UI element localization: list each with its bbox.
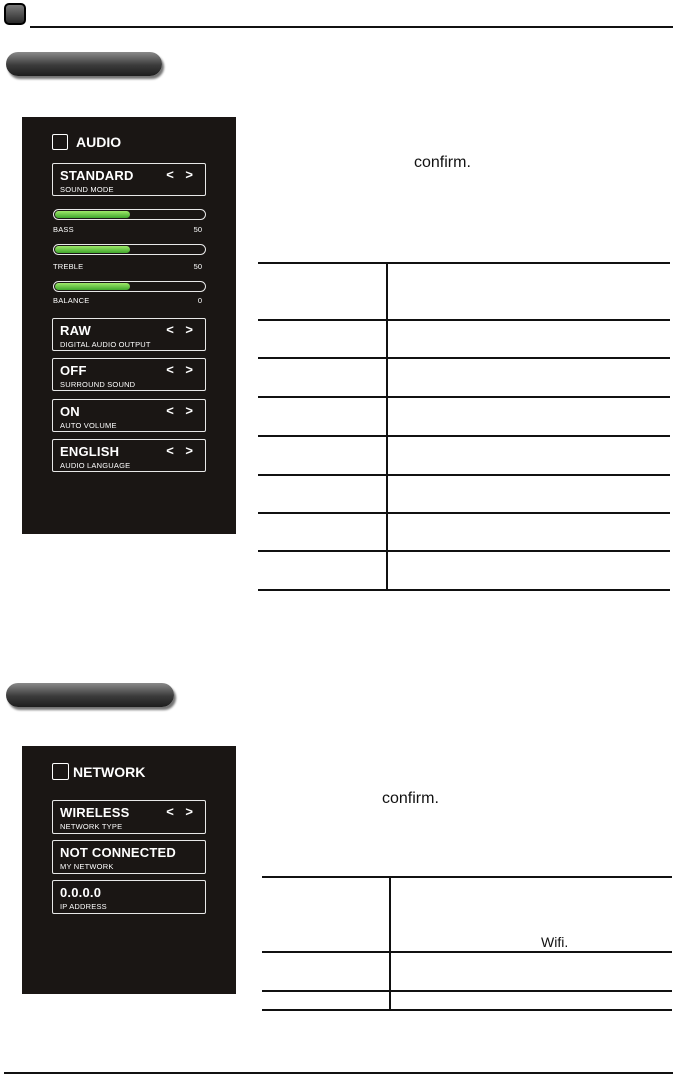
surround-sound-value: OFF bbox=[60, 363, 87, 378]
header-rule bbox=[30, 26, 673, 28]
audio-menu-header bbox=[52, 134, 121, 150]
audio-menu-title: AUDIO bbox=[76, 134, 122, 150]
audio-table-bottom-border bbox=[258, 589, 670, 591]
network-menu-header bbox=[52, 763, 145, 780]
surround-sound-label: SURROUND SOUND bbox=[60, 380, 136, 389]
network-type-arrows-icon[interactable]: < > bbox=[166, 804, 197, 819]
audio-table-row-divider bbox=[258, 512, 670, 514]
auto-volume-option[interactable] bbox=[52, 399, 206, 432]
treble-slider-fill bbox=[55, 246, 130, 253]
section-corner-box bbox=[4, 3, 26, 25]
audio-language-value: ENGLISH bbox=[60, 444, 120, 459]
network-menu-checkbox-icon bbox=[52, 763, 69, 780]
network-confirm-text: confirm. bbox=[382, 790, 439, 807]
my-network-label: MY NETWORK bbox=[60, 862, 114, 871]
network-type-label: NETWORK TYPE bbox=[60, 822, 123, 831]
ip-address-value: 0.0.0.0 bbox=[60, 885, 102, 900]
auto-volume-label: AUTO VOLUME bbox=[60, 421, 117, 430]
digital-audio-output-option[interactable] bbox=[52, 318, 206, 351]
audio-menu-checkbox-icon bbox=[52, 134, 68, 150]
ip-address-label: IP ADDRESS bbox=[60, 902, 107, 911]
network-type-value: WIRELESS bbox=[60, 805, 130, 820]
sound-mode-label: SOUND MODE bbox=[60, 185, 114, 194]
surround-sound-arrows-icon[interactable]: < > bbox=[166, 362, 197, 377]
network-menu-title: NETWORK bbox=[73, 763, 146, 780]
bass-value: 50 bbox=[193, 225, 202, 234]
network-type-option[interactable] bbox=[52, 800, 206, 834]
network-table-top-border bbox=[262, 876, 672, 878]
audio-table-row-divider bbox=[258, 319, 670, 321]
audio-table-row-divider bbox=[258, 357, 670, 359]
treble-slider[interactable] bbox=[53, 244, 206, 255]
network-table-row-divider bbox=[262, 951, 672, 953]
footer-rule bbox=[4, 1072, 673, 1074]
sound-mode-value: STANDARD bbox=[60, 168, 134, 183]
network-table-bottom-border bbox=[262, 1009, 672, 1011]
digital-audio-output-arrows-icon[interactable]: < > bbox=[166, 322, 197, 337]
my-network-option[interactable] bbox=[52, 840, 206, 874]
audio-table-top-border bbox=[258, 262, 670, 264]
balance-value: 0 bbox=[197, 296, 202, 305]
treble-label: TREBLE bbox=[53, 262, 84, 271]
wifi-text: Wifi. bbox=[541, 934, 569, 950]
audio-table-column-divider bbox=[386, 262, 388, 591]
audio-language-label: AUDIO LANGUAGE bbox=[60, 461, 131, 470]
audio-confirm-text: confirm. bbox=[414, 154, 471, 171]
audio-table-row-divider bbox=[258, 474, 670, 476]
ip-address-option[interactable] bbox=[52, 880, 206, 914]
network-table-row-divider bbox=[262, 990, 672, 992]
my-network-value: NOT CONNECTED bbox=[60, 845, 176, 860]
balance-slider-fill bbox=[55, 283, 130, 290]
auto-volume-arrows-icon[interactable]: < > bbox=[166, 403, 197, 418]
bass-slider[interactable] bbox=[53, 209, 206, 220]
treble-value: 50 bbox=[193, 262, 202, 271]
surround-sound-option[interactable] bbox=[52, 358, 206, 391]
audio-table-row-divider bbox=[258, 435, 670, 437]
audio-menu-panel bbox=[22, 117, 236, 534]
network-menu-panel bbox=[22, 746, 236, 994]
digital-audio-output-value: RAW bbox=[60, 323, 91, 338]
audio-section-pill bbox=[6, 52, 162, 76]
audio-language-option[interactable] bbox=[52, 439, 206, 472]
audio-table-row-divider bbox=[258, 550, 670, 552]
sound-mode-option[interactable] bbox=[52, 163, 206, 196]
audio-language-arrows-icon[interactable]: < > bbox=[166, 443, 197, 458]
bass-slider-fill bbox=[55, 211, 130, 218]
balance-slider[interactable] bbox=[53, 281, 206, 292]
audio-table-row-divider bbox=[258, 396, 670, 398]
digital-audio-output-label: DIGITAL AUDIO OUTPUT bbox=[60, 340, 151, 349]
balance-label: BALANCE bbox=[53, 296, 90, 305]
auto-volume-value: ON bbox=[60, 404, 80, 419]
bass-label: BASS bbox=[53, 225, 74, 234]
network-table-column-divider bbox=[389, 876, 391, 1011]
network-section-pill bbox=[6, 683, 174, 707]
sound-mode-arrows-icon[interactable]: < > bbox=[166, 167, 197, 182]
